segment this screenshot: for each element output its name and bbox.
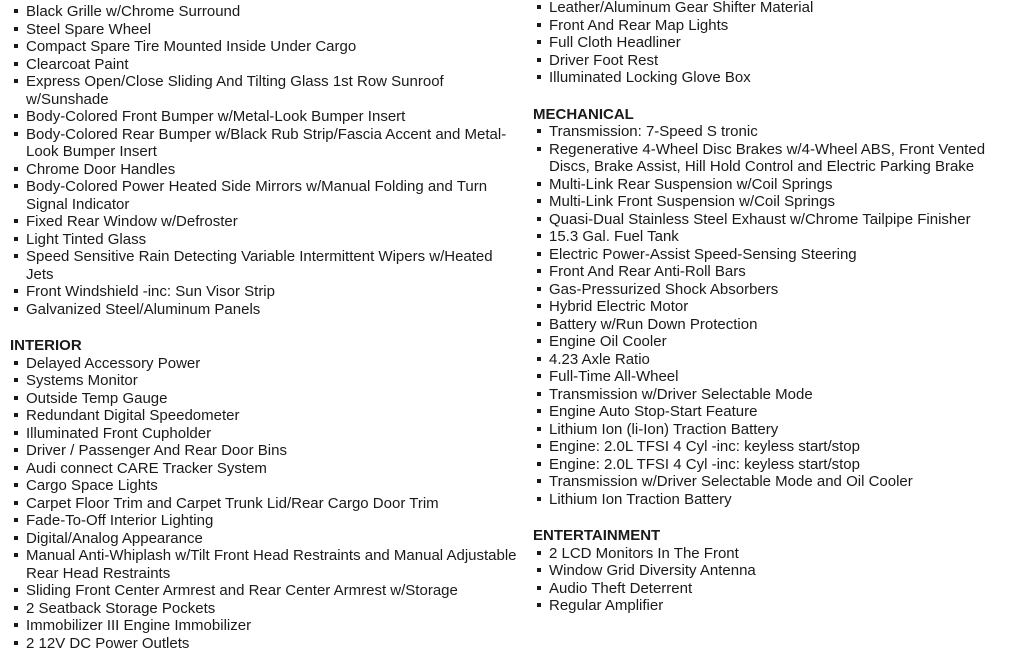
list-item [14, 547, 522, 582]
bullet-icon [537, 322, 541, 326]
list-item-text: Speed Sensitive Rain Detecting Variable Intermittent Wipers w/Heated Jets [26, 248, 493, 283]
list-item-text: Chrome Door Handles [26, 160, 176, 178]
bullet-icon [14, 536, 18, 540]
list-item [537, 580, 1012, 598]
bullet-icon [14, 483, 18, 487]
list-item-text: Lithium Ion Traction Battery [549, 490, 732, 508]
list-item [14, 73, 522, 108]
list-item-text: Multi-Link Rear Suspension w/Coil Springs [549, 175, 833, 193]
list-item-text: Transmission: 7-Speed S tronic [549, 123, 758, 140]
list-item-text: Engine: 2.0L TFSI 4 Cyl -inc: keyless start/stop [549, 455, 860, 473]
list-item-text: Express Open/Close Sliding And Tilting Glass 1st Row Sunroof w/Sunshade [26, 73, 444, 108]
bullet-icon [537, 287, 541, 291]
list-item [14, 460, 522, 478]
list-item-text: 2 Seatback Storage Pockets [26, 599, 216, 617]
mechanical-feature-list [537, 123, 1012, 508]
bullet-icon [537, 234, 541, 238]
left-column [10, 3, 522, 652]
list-item-text: Regular Amplifier [549, 597, 664, 614]
bullet-icon [537, 147, 541, 151]
list-item [14, 512, 522, 530]
bullet-icon [537, 23, 541, 27]
list-item [537, 211, 1012, 229]
list-item-text: Full Cloth Headliner [549, 34, 681, 51]
list-item-text: 2 12V DC Power Outlets [26, 634, 190, 652]
list-item-text: Illuminated Locking Glove Box [549, 69, 751, 86]
bullet-icon [14, 553, 18, 557]
list-item-text: Quasi-Dual Stainless Steel Exhaust w/Chrome Tailpipe Finisher [549, 210, 971, 228]
list-item [14, 530, 522, 548]
list-item-text: Galvanized Steel/Aluminum Panels [26, 300, 261, 318]
list-item-text: Steel Spare Wheel [26, 20, 152, 38]
bullet-icon [14, 254, 18, 258]
list-item [14, 283, 522, 301]
list-item [14, 56, 522, 74]
list-item-text: Transmission w/Driver Selectable Mode and Oil Cooler [549, 473, 913, 490]
list-item-text: Outside Temp Gauge [26, 389, 168, 407]
list-item [14, 372, 522, 390]
list-item-text: Cargo Space Lights [26, 477, 158, 494]
bullet-icon [537, 217, 541, 221]
entertainment-heading: ENTERTAINMENT [533, 527, 661, 544]
bullet-icon [14, 501, 18, 505]
list-item-text: Window Grid Diversity Antenna [549, 562, 756, 579]
list-item-text: Body-Colored Rear Bumper w/Black Rub Strip/Fascia Accent and Metal-Look Bumper Insert [26, 125, 507, 160]
list-item [14, 355, 522, 373]
bullet-icon [14, 431, 18, 435]
list-item [14, 407, 522, 425]
list-item [14, 425, 522, 443]
list-item [14, 442, 522, 460]
bullet-icon [537, 75, 541, 79]
list-item-text: Multi-Link Front Suspension w/Coil Springs [549, 193, 835, 210]
list-item-text: Body-Colored Power Heated Side Mirrors w/Manual Folding and Turn Signal Indicator [26, 178, 488, 213]
list-item [14, 301, 522, 319]
list-item [537, 34, 1012, 52]
bullet-icon [537, 409, 541, 413]
list-item [14, 477, 522, 495]
exterior-feature-list [14, 3, 522, 318]
list-item-text: Digital/Analog Appearance [26, 529, 203, 547]
list-item-text: Immobilizer III Engine Immobilizer [26, 617, 252, 634]
list-item-text: Clearcoat Paint [26, 55, 129, 73]
bullet-icon [537, 5, 541, 9]
list-item-text: Transmission w/Driver Selectable Mode [549, 385, 813, 403]
list-item [537, 597, 1012, 615]
list-item [537, 228, 1012, 246]
list-item [14, 248, 522, 283]
list-item-text: Manual Anti-Whiplash w/Tilt Front Head Restraints and Manual Adjustable Rear Head Restraints [26, 547, 517, 582]
bullet-icon [537, 568, 541, 572]
bullet-icon [14, 307, 18, 311]
list-item-text: Engine Auto Stop-Start Feature [549, 403, 758, 420]
bullet-icon [537, 374, 541, 378]
list-item-text: Driver / Passenger And Rear Door Bins [26, 442, 287, 459]
bullet-icon [14, 289, 18, 293]
bullet-icon [14, 79, 18, 83]
bullet-icon [14, 184, 18, 188]
bullet-icon [537, 497, 541, 501]
list-item-text: Compact Spare Tire Mounted Inside Under Cargo [26, 38, 357, 55]
list-item [14, 108, 522, 126]
list-item-text: 4.23 Axle Ratio [549, 350, 650, 368]
bullet-icon [14, 413, 18, 417]
list-item-text: Light Tinted Glass [26, 230, 147, 248]
bullet-icon [14, 114, 18, 118]
list-item-text: Driver Foot Rest [549, 51, 659, 69]
list-item [537, 491, 1012, 509]
list-item [537, 69, 1012, 87]
bullet-icon [537, 304, 541, 308]
list-item [537, 473, 1012, 491]
bullet-icon [14, 396, 18, 400]
list-item-text: Engine Oil Cooler [549, 333, 667, 350]
list-item [14, 635, 522, 653]
list-item [14, 231, 522, 249]
list-item [14, 390, 522, 408]
list-item [537, 386, 1012, 404]
list-item-text: Black Grille w/Chrome Surround [26, 3, 241, 20]
list-item-text: Systems Monitor [26, 372, 138, 389]
bullet-icon [14, 219, 18, 223]
list-item [537, 545, 1012, 563]
list-item [14, 178, 522, 213]
bullet-icon [537, 339, 541, 343]
list-item [537, 316, 1012, 334]
list-item-text: Sliding Front Center Armrest and Rear Center Armrest w/Storage [26, 582, 458, 599]
bullet-icon [14, 167, 18, 171]
bullet-icon [537, 58, 541, 62]
bullet-icon [14, 588, 18, 592]
bullet-icon [537, 444, 541, 448]
list-item [14, 3, 522, 21]
bullet-icon [537, 603, 541, 607]
bullet-icon [14, 44, 18, 48]
list-item [14, 38, 522, 56]
mechanical-heading: MECHANICAL [533, 105, 634, 123]
list-item [537, 298, 1012, 316]
list-item-text: 15.3 Gal. Fuel Tank [549, 228, 679, 245]
list-item-text: 2 LCD Monitors In The Front [549, 544, 739, 562]
list-item-text: Engine: 2.0L TFSI 4 Cyl -inc: keyless start/stop [549, 438, 860, 455]
bullet-icon [14, 27, 18, 31]
list-item [14, 600, 522, 618]
list-item-text: Redundant Digital Speedometer [26, 407, 240, 424]
list-item [537, 438, 1012, 456]
list-item [14, 126, 522, 161]
bullet-icon [537, 199, 541, 203]
list-item-text: Fade-To-Off Interior Lighting [26, 512, 214, 529]
list-item-text: Electric Power-Assist Speed-Sensing Steering [549, 245, 857, 263]
list-item [537, 263, 1012, 281]
right-column [533, 0, 1012, 615]
list-item-text: Lithium Ion (li-Ion) Traction Battery [549, 420, 779, 438]
bullet-icon [14, 466, 18, 470]
list-item [537, 52, 1012, 70]
list-item [537, 176, 1012, 194]
list-item [537, 351, 1012, 369]
list-item-text: Full-Time All-Wheel [549, 368, 679, 385]
list-item [537, 193, 1012, 211]
list-item-text: Audi connect CARE Tracker System [26, 459, 267, 477]
list-item-text: Gas-Pressurized Shock Absorbers [549, 280, 779, 298]
entertainment-feature-list [537, 545, 1012, 615]
bullet-icon [14, 361, 18, 365]
list-item-text: Front And Rear Map Lights [549, 16, 729, 34]
bullet-icon [14, 641, 18, 645]
list-item [537, 456, 1012, 474]
list-item [14, 617, 522, 635]
bullet-icon [537, 392, 541, 396]
list-item [537, 246, 1012, 264]
list-item-text: Front And Rear Anti-Roll Bars [549, 263, 746, 280]
bullet-icon [537, 462, 541, 466]
list-item [14, 21, 522, 39]
bullet-icon [14, 518, 18, 522]
list-item [537, 0, 1012, 17]
bullet-icon [537, 427, 541, 431]
list-item [537, 562, 1012, 580]
bullet-icon [14, 9, 18, 13]
list-item-text: Regenerative 4-Wheel Disc Brakes w/4-Wheel ABS, Front Vented Discs, Brake Assist, Hill Hold Control and Electric Parking Brake [549, 140, 986, 175]
bullet-icon [537, 551, 541, 555]
list-item [537, 17, 1012, 35]
bullet-icon [537, 252, 541, 256]
bullet-icon [537, 357, 541, 361]
list-item-text: Fixed Rear Window w/Defroster [26, 213, 238, 230]
list-item-text: Leather/Aluminum Gear Shifter Material [549, 0, 814, 16]
list-item [537, 421, 1012, 439]
list-item [14, 213, 522, 231]
bullet-icon [14, 378, 18, 382]
list-item [537, 403, 1012, 421]
list-item-text: Battery w/Run Down Protection [549, 315, 758, 333]
list-item [537, 333, 1012, 351]
list-item-text: Body-Colored Front Bumper w/Metal-Look Bumper Insert [26, 108, 406, 125]
list-item [537, 123, 1012, 141]
bullet-icon [14, 62, 18, 66]
bullet-icon [14, 606, 18, 610]
bullet-icon [14, 132, 18, 136]
list-item [14, 495, 522, 513]
bullet-icon [14, 237, 18, 241]
interior-feature-list-continued [537, 0, 1012, 87]
list-item [537, 281, 1012, 299]
bullet-icon [537, 269, 541, 273]
list-item-text: Front Windshield -inc: Sun Visor Strip [26, 283, 275, 300]
list-item-text: Delayed Accessory Power [26, 354, 201, 372]
bullet-icon [14, 448, 18, 452]
list-item-text: Illuminated Front Cupholder [26, 424, 212, 442]
list-item-text: Audio Theft Deterrent [549, 579, 693, 597]
list-item [14, 582, 522, 600]
list-item [14, 161, 522, 179]
bullet-icon [537, 182, 541, 186]
list-item-text: Carpet Floor Trim and Carpet Trunk Lid/Rear Cargo Door Trim [26, 494, 439, 512]
bullet-icon [537, 586, 541, 590]
bullet-icon [537, 40, 541, 44]
list-item-text: Hybrid Electric Motor [549, 298, 689, 315]
bullet-icon [537, 479, 541, 483]
interior-feature-list [14, 355, 522, 653]
bullet-icon [14, 623, 18, 627]
interior-heading: INTERIOR [10, 337, 82, 354]
bullet-icon [537, 129, 541, 133]
list-item [537, 368, 1012, 386]
list-item [537, 141, 1012, 176]
